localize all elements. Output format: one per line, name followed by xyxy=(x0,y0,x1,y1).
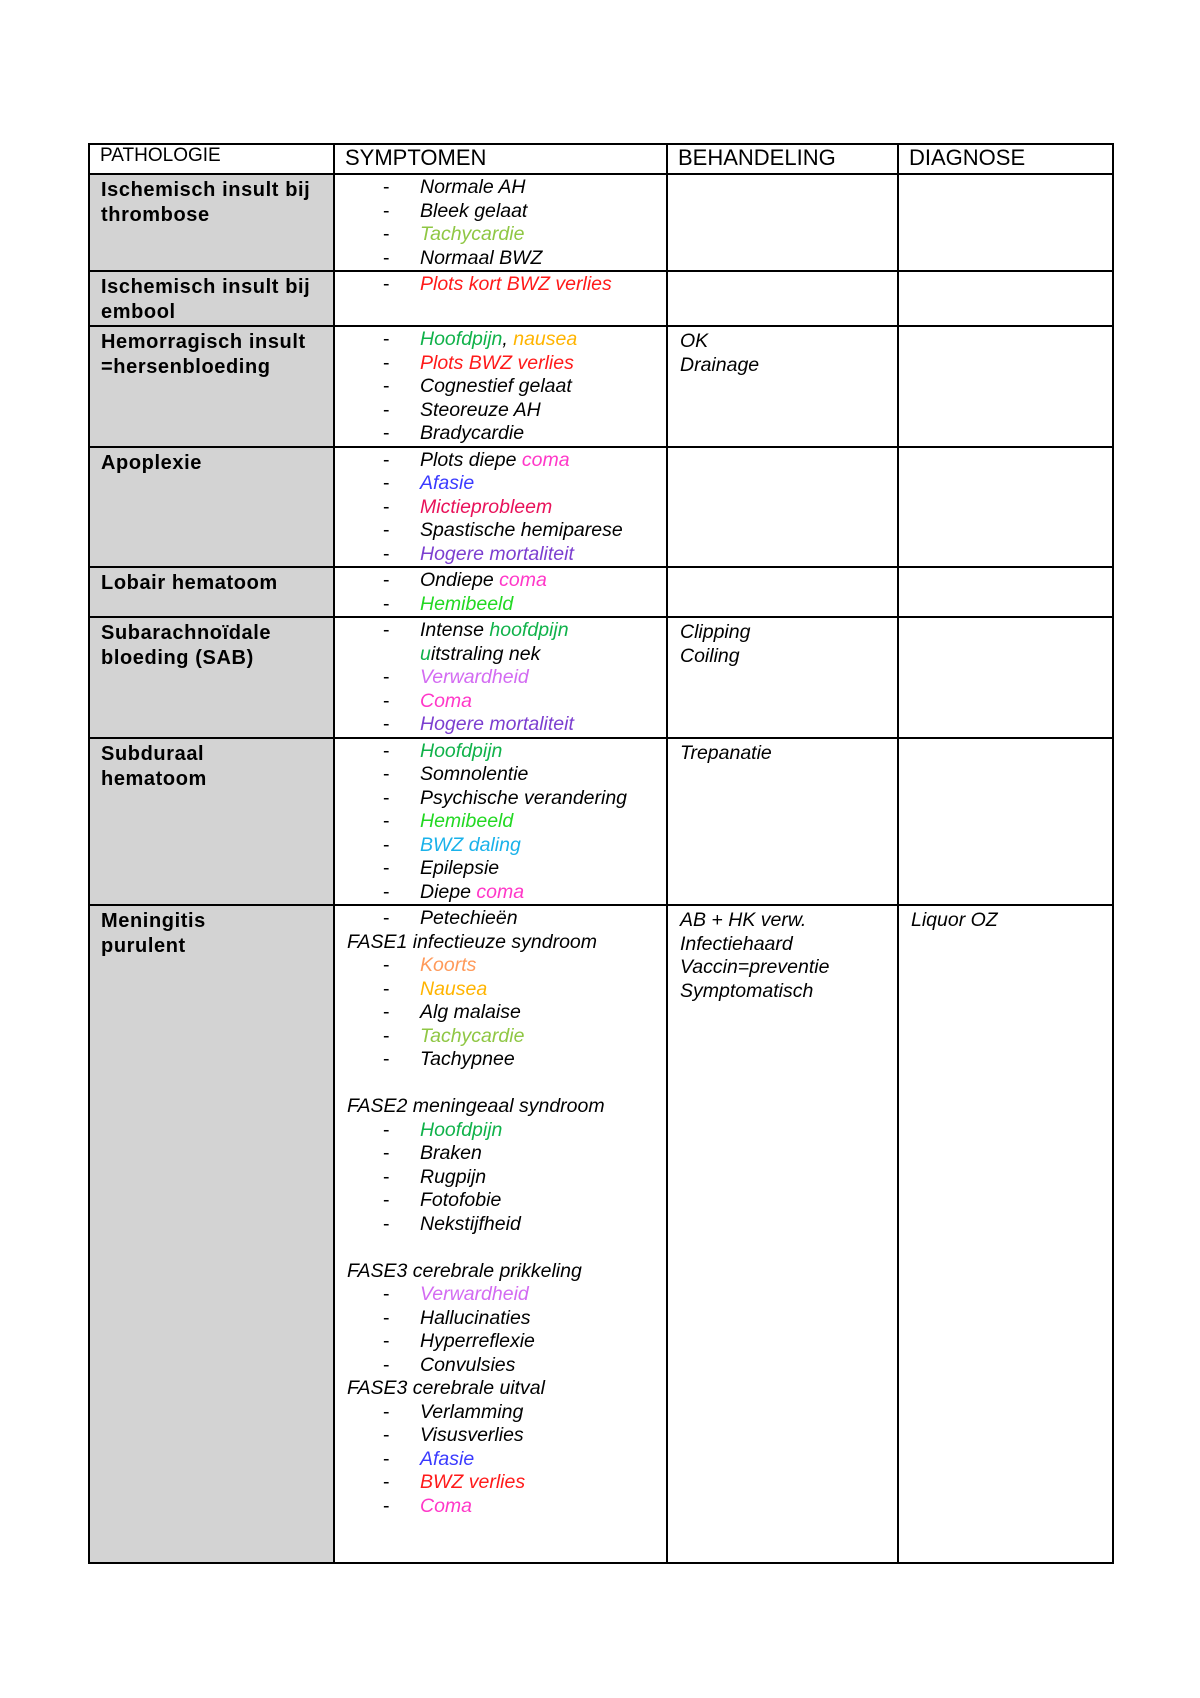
behandeling-cell xyxy=(667,617,898,738)
symptom-item xyxy=(335,422,666,446)
bullet-dash: - xyxy=(383,375,390,397)
bullet-dash: - xyxy=(383,619,390,641)
bullet-dash: - xyxy=(383,833,390,856)
bullet-dash: - xyxy=(383,199,390,222)
diagnose-line: Liquor OZ xyxy=(911,909,998,931)
bullet-dash: - xyxy=(383,1353,390,1376)
symptom-text: Bradycardie xyxy=(420,422,525,444)
pathologie-cell xyxy=(89,326,334,447)
symptom-item xyxy=(335,399,666,423)
symptom-item xyxy=(335,857,666,881)
bullet-dash: - xyxy=(383,1283,390,1305)
symptom-text: Normale AH xyxy=(420,176,526,198)
table-row xyxy=(89,447,1113,568)
bullet-dash: - xyxy=(383,1306,390,1329)
symptom-text: Psychische verandering xyxy=(420,786,628,809)
bullet-dash: - xyxy=(383,1001,390,1023)
pathologie-cell xyxy=(89,617,334,738)
diagnose-cell xyxy=(898,617,1113,738)
symptom-item xyxy=(335,954,666,978)
symptom-text: Hallucinaties xyxy=(420,1306,531,1329)
symptom-item xyxy=(335,690,666,714)
pathologie-cell xyxy=(89,905,334,1563)
symptom-item xyxy=(335,1448,666,1472)
symptomen-cell xyxy=(334,447,667,568)
bullet-dash: - xyxy=(383,1024,390,1047)
behandeling-cell xyxy=(667,271,898,326)
table-body xyxy=(89,174,1113,1563)
symptom-text: Hemibeeld xyxy=(420,592,514,615)
diagnose-cell xyxy=(898,174,1113,271)
header-behandeling: BEHANDELING xyxy=(667,144,898,174)
symptom-text: Steoreuze AH xyxy=(420,398,541,421)
bullet-dash: - xyxy=(383,739,390,762)
symptom-item xyxy=(335,1330,666,1354)
pathologie-line: Meningitis xyxy=(101,910,206,932)
symptom-item xyxy=(335,1001,666,1025)
symptom-item xyxy=(335,223,666,247)
header-symptomen: SYMPTOMEN xyxy=(334,144,667,174)
pathologie-cell xyxy=(89,174,334,271)
symptom-item xyxy=(335,619,666,643)
symptom-item xyxy=(335,978,666,1002)
symptom-item xyxy=(335,713,666,737)
symptom-text: u xyxy=(420,642,431,665)
symptom-item xyxy=(335,200,666,224)
bullet-dash: - xyxy=(383,1471,390,1493)
pathologie-line: Subduraal xyxy=(101,742,205,765)
symptom-text: Afasie xyxy=(420,1447,475,1470)
fase-heading: FASE3 cerebrale prikkeling xyxy=(347,1259,582,1282)
table-row xyxy=(89,326,1113,447)
symptom-text: Nausea xyxy=(420,977,488,1000)
bullet-dash: - xyxy=(383,1424,390,1446)
symptom-text: Coma xyxy=(420,689,473,712)
symptom-item xyxy=(335,176,666,200)
bullet-dash: - xyxy=(383,448,390,471)
symptom-text: BWZ daling xyxy=(420,833,521,856)
symptom-text: Braken xyxy=(420,1142,482,1164)
diagnose-cell xyxy=(898,905,1113,1563)
symptom-text: Afasie xyxy=(420,472,475,494)
symptom-item xyxy=(335,449,666,473)
behandeling-cell xyxy=(667,905,898,1563)
symptom-text: , xyxy=(502,328,514,350)
symptom-item xyxy=(335,1213,666,1237)
symptom-text: Mictieprobleem xyxy=(420,495,553,518)
symptom-text: Hoofdpijn xyxy=(420,328,503,350)
behandeling-cell xyxy=(667,174,898,271)
behandeling-line: Vaccin=preventie xyxy=(680,956,830,978)
symptom-text: Hoofdpijn xyxy=(420,739,503,762)
symptom-text: Hogere mortaliteit xyxy=(420,713,574,735)
bullet-dash: - xyxy=(383,977,390,1000)
behandeling-line: AB + HK verw. xyxy=(680,909,807,931)
bullet-dash: - xyxy=(383,810,390,832)
pathologie-cell xyxy=(89,738,334,906)
symptomen-cell xyxy=(334,905,667,1563)
fase-heading: FASE2 meningeaal syndroom xyxy=(347,1095,605,1117)
symptom-item xyxy=(335,1283,666,1307)
bullet-dash: - xyxy=(383,569,390,591)
table-row xyxy=(89,174,1113,271)
bullet-dash: - xyxy=(383,713,390,735)
fase-heading: FASE1 infectieuze syndroom xyxy=(347,930,598,953)
bullet-dash: - xyxy=(383,495,390,518)
symptom-text: Verwardheid xyxy=(420,666,529,688)
symptom-item xyxy=(335,643,666,667)
symptom-item xyxy=(335,352,666,376)
symptomen-cell xyxy=(334,617,667,738)
symptomen-cell xyxy=(334,738,667,906)
symptom-item xyxy=(335,666,666,690)
bullet-dash: - xyxy=(383,398,390,421)
symptom-text: Hyperreflexie xyxy=(420,1330,535,1352)
pathologie-line: bloeding (SAB) xyxy=(101,647,254,669)
bullet-dash: - xyxy=(383,1118,390,1141)
behandeling-cell xyxy=(667,447,898,568)
symptom-text: Cognestief gelaat xyxy=(420,375,572,397)
bullet-dash: - xyxy=(383,1400,390,1423)
behandeling-line: OK xyxy=(680,330,709,352)
symptom-text: nausea xyxy=(513,328,578,350)
symptom-item xyxy=(335,1471,666,1495)
bullet-dash: - xyxy=(383,1212,390,1235)
bullet-dash: - xyxy=(383,351,390,374)
symptom-item xyxy=(335,763,666,787)
pathologie-cell xyxy=(89,567,334,617)
symptom-item xyxy=(335,375,666,399)
symptom-text: Spastische hemiparese xyxy=(420,519,623,541)
bullet-dash: - xyxy=(383,246,390,269)
bullet-dash: - xyxy=(383,1330,390,1352)
pathology-table xyxy=(88,143,1114,1564)
symptom-text: Bleek gelaat xyxy=(420,199,528,222)
table-row xyxy=(89,738,1113,906)
symptom-text: Convulsies xyxy=(420,1353,516,1376)
symptom-text: Hemibeeld xyxy=(420,810,514,832)
bullet-dash: - xyxy=(383,328,390,350)
behandeling-line: Clipping xyxy=(680,621,751,643)
pathologie-line: embool xyxy=(101,301,176,323)
behandeling-line: Symptomatisch xyxy=(680,979,814,1002)
bullet-dash: - xyxy=(383,176,390,198)
symptomen-cell xyxy=(334,567,667,617)
symptom-item xyxy=(335,569,666,593)
symptom-text: Ondiepe xyxy=(420,569,500,591)
symptom-text: Plots kort BWZ verlies xyxy=(420,273,612,295)
symptom-text: hoofdpijn xyxy=(489,619,569,641)
diagnose-cell xyxy=(898,271,1113,326)
diagnose-cell xyxy=(898,326,1113,447)
header-diagnose: DIAGNOSE xyxy=(898,144,1113,174)
symptom-item xyxy=(335,834,666,858)
symptom-text: Petechieën xyxy=(420,907,518,929)
symptom-item xyxy=(335,1142,666,1166)
symptom-text: Tachycardie xyxy=(420,1024,525,1047)
symptom-text: BWZ verlies xyxy=(420,1471,526,1493)
symptom-text: Koorts xyxy=(420,954,477,976)
bullet-dash: - xyxy=(383,1189,390,1211)
pathologie-line: hematoom xyxy=(101,767,207,790)
symptom-text: Verlamming xyxy=(420,1400,524,1423)
symptom-item xyxy=(335,810,666,834)
symptom-text: Rugpijn xyxy=(420,1165,487,1188)
symptom-item xyxy=(335,1401,666,1425)
symptom-text: Coma xyxy=(420,1494,473,1517)
symptom-text: Hoofdpijn xyxy=(420,1118,503,1141)
symptom-text: itstraling nek xyxy=(430,642,541,665)
bullet-dash: - xyxy=(383,1447,390,1470)
symptom-item xyxy=(335,1495,666,1519)
behandeling-line: Coiling xyxy=(680,644,740,667)
bullet-dash: - xyxy=(383,907,390,929)
pathologie-line: Ischemisch insult bij xyxy=(101,276,311,298)
symptom-item xyxy=(335,1025,666,1049)
bullet-dash: - xyxy=(383,689,390,712)
table-row xyxy=(89,905,1113,1563)
symptom-item xyxy=(335,496,666,520)
diagnose-cell xyxy=(898,447,1113,568)
symptom-item xyxy=(335,247,666,271)
bullet-dash: - xyxy=(383,273,390,295)
bullet-dash: - xyxy=(383,519,390,541)
symptom-text: Epilepsie xyxy=(420,857,500,879)
bullet-dash: - xyxy=(383,880,390,903)
symptom-item xyxy=(335,787,666,811)
symptomen-cell xyxy=(334,271,667,326)
symptom-item xyxy=(335,593,666,617)
symptom-text: Alg malaise xyxy=(420,1001,521,1023)
symptom-item xyxy=(335,543,666,567)
symptom-text: Plots diepe xyxy=(420,448,522,471)
symptom-text: Plots BWZ verlies xyxy=(420,351,574,374)
symptom-text: Diepe xyxy=(420,880,477,903)
symptom-text: Tachycardie xyxy=(420,223,525,245)
bullet-dash: - xyxy=(383,542,390,565)
symptom-item xyxy=(335,519,666,543)
symptom-text: coma xyxy=(521,448,570,471)
symptom-item xyxy=(335,907,666,931)
bullet-dash: - xyxy=(383,422,390,444)
bullet-dash: - xyxy=(383,1494,390,1517)
symptom-item xyxy=(335,1048,666,1072)
symptom-text: Nekstijfheid xyxy=(420,1212,521,1235)
symptom-text: Somnolentie xyxy=(420,763,529,785)
symptom-text: Tachypnee xyxy=(420,1048,515,1070)
symptom-item xyxy=(335,328,666,352)
symptom-text: Intense xyxy=(420,619,490,641)
symptom-text: Verwardheid xyxy=(420,1283,529,1305)
blank-line xyxy=(335,1072,666,1096)
symptom-item xyxy=(335,1307,666,1331)
bullet-dash: - xyxy=(383,1048,390,1070)
diagnose-cell xyxy=(898,738,1113,906)
symptom-item xyxy=(335,1354,666,1378)
bullet-dash: - xyxy=(383,786,390,809)
behandeling-line: Infectiehaard xyxy=(680,932,793,955)
pathologie-line: Subarachnoïdale xyxy=(101,622,272,644)
pathologie-line: purulent xyxy=(101,935,186,957)
header-pathologie: PATHOLOGIE xyxy=(89,144,334,174)
behandeling-cell xyxy=(667,326,898,447)
table-row xyxy=(89,567,1113,617)
symptom-text: coma xyxy=(499,569,547,591)
bullet-dash: - xyxy=(383,763,390,785)
pathologie-line: Apoplexie xyxy=(101,451,202,474)
symptom-text: coma xyxy=(476,880,525,903)
bullet-dash: - xyxy=(383,857,390,879)
header-row xyxy=(89,144,1113,174)
bullet-dash: - xyxy=(383,954,390,976)
pathologie-cell xyxy=(89,271,334,326)
symptom-text: Hogere mortaliteit xyxy=(420,542,574,565)
symptom-item xyxy=(335,1189,666,1213)
behandeling-cell xyxy=(667,738,898,906)
symptom-item xyxy=(335,472,666,496)
bullet-dash: - xyxy=(383,472,390,494)
table-row xyxy=(89,617,1113,738)
symptomen-cell xyxy=(334,174,667,271)
fase-heading: FASE3 cerebrale uitval xyxy=(347,1377,545,1399)
symptom-item xyxy=(335,1424,666,1448)
bullet-dash: - xyxy=(383,223,390,245)
symptom-text: Normaal BWZ xyxy=(420,246,543,269)
bullet-dash: - xyxy=(383,1142,390,1164)
behandeling-cell xyxy=(667,567,898,617)
symptom-item xyxy=(335,881,666,905)
pathologie-line: Lobair hematoom xyxy=(101,572,278,594)
symptom-item xyxy=(335,1166,666,1190)
table-row xyxy=(89,271,1113,326)
behandeling-line: Drainage xyxy=(680,353,760,376)
pathologie-line: Ischemisch insult bij xyxy=(101,179,311,201)
symptom-item xyxy=(335,1119,666,1143)
symptom-item xyxy=(335,740,666,764)
symptom-item xyxy=(335,273,666,297)
pathologie-line: thrombose xyxy=(101,204,210,226)
symptomen-cell xyxy=(334,326,667,447)
diagnose-cell xyxy=(898,567,1113,617)
bullet-dash: - xyxy=(383,666,390,688)
pathologie-line: Hemorragisch insult xyxy=(101,331,306,353)
symptom-text: Visusverlies xyxy=(420,1424,524,1446)
pathologie-line: =hersenbloeding xyxy=(101,356,271,378)
blank-line xyxy=(335,1236,666,1260)
symptom-text: Fotofobie xyxy=(420,1189,502,1211)
pathologie-cell xyxy=(89,447,334,568)
behandeling-line: Trepanatie xyxy=(680,741,772,764)
bullet-dash: - xyxy=(383,1165,390,1188)
bullet-dash: - xyxy=(383,592,390,615)
